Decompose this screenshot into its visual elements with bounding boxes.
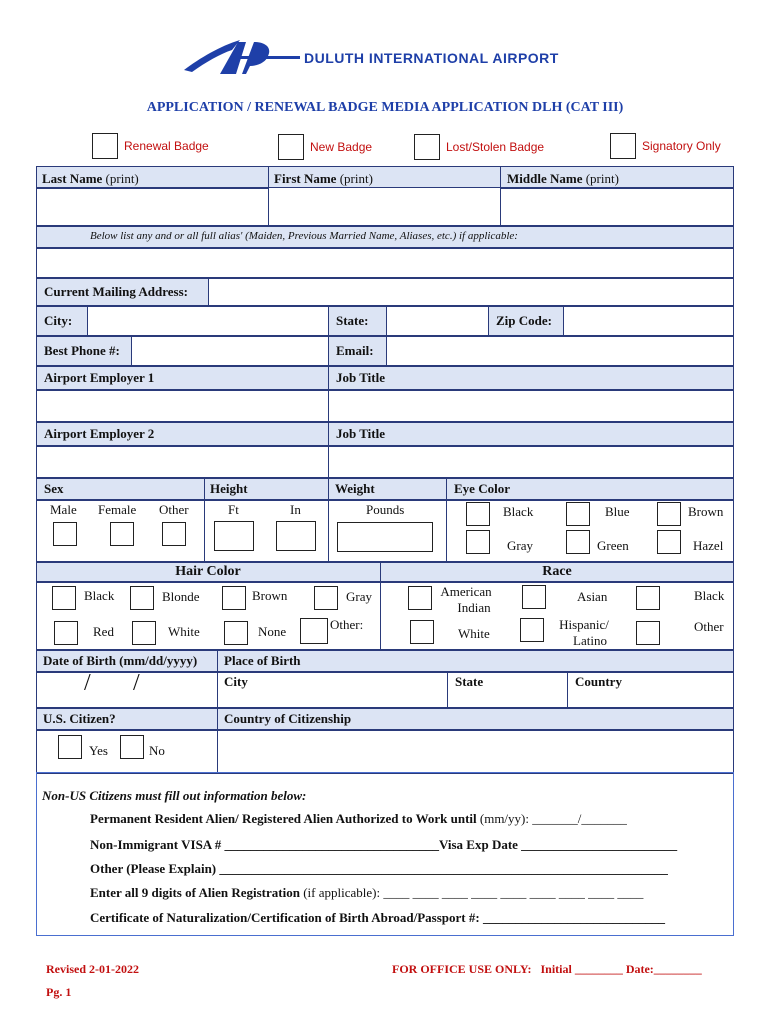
dob-field[interactable] bbox=[36, 672, 218, 708]
alien-registration-line[interactable]: Enter all 9 digits of Alien Registration (if applicable): ____ ____ ____ ____ ____ ____ ____ ____ ____ bbox=[90, 885, 644, 900]
dob-label: Date of Birth (mm/dd/yyyy) bbox=[43, 653, 198, 668]
alien-work-line: Permanent Resident Alien/ Registered Alien Authorized to Work until (mm/yy): _______/_______ bbox=[90, 811, 627, 826]
sex-male-label: Male bbox=[50, 502, 77, 517]
eye-brown-label: Brown bbox=[688, 504, 724, 519]
lost-badge-label: Lost/Stolen Badge bbox=[446, 140, 545, 154]
visa-line[interactable]: Non-Immigrant VISA # _________________________________Visa Exp Date ________________________ bbox=[90, 837, 678, 852]
birth-country-label: Country bbox=[575, 674, 622, 689]
sex-female-label: Female bbox=[98, 502, 137, 517]
city-field[interactable] bbox=[87, 306, 329, 336]
zip-label: Zip Code: bbox=[496, 313, 552, 328]
race-other-checkbox[interactable] bbox=[636, 621, 660, 645]
race-other-label: Other bbox=[694, 619, 724, 634]
height-in-label: In bbox=[290, 502, 301, 517]
hair-white-label: White bbox=[168, 624, 200, 639]
mailing-address-label: Current Mailing Address: bbox=[44, 284, 188, 299]
dob-slash-2: / bbox=[133, 670, 140, 696]
height-ft-label: Ft bbox=[228, 502, 239, 517]
eye-green-label: Green bbox=[597, 538, 629, 553]
new-badge-label: New Badge bbox=[310, 140, 373, 154]
birth-state-label: State bbox=[455, 674, 484, 689]
hair-other-label: Other: bbox=[330, 617, 364, 632]
birth-city-field[interactable] bbox=[217, 672, 448, 708]
last-name-field[interactable] bbox=[36, 188, 269, 226]
weight-label: Weight bbox=[335, 481, 375, 496]
birth-city-label: City bbox=[224, 674, 248, 689]
race-hispanic-checkbox[interactable] bbox=[520, 618, 544, 642]
race-american-label: American bbox=[440, 584, 492, 599]
signatory-label: Signatory Only bbox=[642, 139, 721, 153]
citizen-no-checkbox[interactable] bbox=[120, 735, 144, 759]
eye-black-checkbox[interactable] bbox=[466, 502, 490, 526]
email-field[interactable] bbox=[386, 336, 734, 366]
eye-hazel-label: Hazel bbox=[693, 538, 724, 553]
weight-pounds-label: Pounds bbox=[366, 502, 405, 517]
race-american-indian-checkbox[interactable] bbox=[408, 586, 432, 610]
naturalization-line[interactable]: Certificate of Naturalization/Certification of Birth Abroad/Passport #: ____________________________ bbox=[90, 910, 665, 925]
new-badge-checkbox[interactable] bbox=[278, 134, 304, 160]
sex-male-checkbox[interactable] bbox=[53, 522, 77, 546]
hair-none-checkbox[interactable] bbox=[224, 621, 248, 645]
page-number: Pg. 1 bbox=[46, 985, 72, 999]
hair-gray-label: Gray bbox=[346, 589, 372, 604]
first-name-label: First Name (print) bbox=[274, 171, 373, 186]
race-black-checkbox[interactable] bbox=[636, 586, 660, 610]
race-latino-label: Latino bbox=[573, 633, 607, 648]
city-label: City: bbox=[44, 313, 73, 328]
race-black-label: Black bbox=[694, 588, 725, 603]
sex-female-checkbox[interactable] bbox=[110, 522, 134, 546]
eye-blue-checkbox[interactable] bbox=[566, 502, 590, 526]
physical-header bbox=[36, 478, 734, 500]
hair-white-checkbox[interactable] bbox=[132, 621, 156, 645]
hair-blonde-checkbox[interactable] bbox=[130, 586, 154, 610]
country-citizenship-field[interactable] bbox=[217, 730, 734, 774]
eye-green-checkbox[interactable] bbox=[566, 530, 590, 554]
hair-color-label: Hair Color bbox=[175, 564, 241, 579]
hair-black-checkbox[interactable] bbox=[52, 586, 76, 610]
hair-blonde-label: Blonde bbox=[162, 589, 200, 604]
renewal-badge-checkbox[interactable] bbox=[92, 133, 118, 159]
mailing-address-field[interactable] bbox=[208, 278, 734, 306]
eye-hazel-checkbox[interactable] bbox=[657, 530, 681, 554]
hair-other-checkbox[interactable] bbox=[300, 618, 328, 644]
hair-red-checkbox[interactable] bbox=[54, 621, 78, 645]
eye-black-label: Black bbox=[503, 504, 534, 519]
race-indian-label: Indian bbox=[457, 600, 491, 615]
race-asian-label: Asian bbox=[577, 589, 608, 604]
alias-field[interactable] bbox=[36, 248, 734, 278]
email-label: Email: bbox=[336, 343, 374, 358]
hair-gray-checkbox[interactable] bbox=[314, 586, 338, 610]
state-label: State: bbox=[336, 313, 369, 328]
dob-slash-1: / bbox=[84, 670, 91, 696]
race-hispanic-label: Hispanic/ bbox=[559, 617, 609, 632]
sex-other-checkbox[interactable] bbox=[162, 522, 186, 546]
phone-label: Best Phone #: bbox=[44, 343, 120, 358]
citizen-no-label: No bbox=[149, 743, 165, 758]
office-use-only: FOR OFFICE USE ONLY: Initial ________ Date:________ bbox=[392, 962, 702, 976]
middle-name-field[interactable] bbox=[500, 188, 734, 226]
eye-color-label: Eye Color bbox=[454, 481, 510, 496]
employer2-label: Airport Employer 2 bbox=[44, 426, 155, 441]
zip-field[interactable] bbox=[563, 306, 734, 336]
revised-date: Revised 2-01-2022 bbox=[46, 962, 139, 976]
employer2-field[interactable] bbox=[36, 446, 329, 478]
hair-red-label: Red bbox=[93, 624, 114, 639]
job-title2-label: Job Title bbox=[336, 426, 386, 441]
last-name-label: Last Name (print) bbox=[42, 171, 139, 186]
race-label: Race bbox=[542, 564, 572, 579]
eye-gray-checkbox[interactable] bbox=[466, 530, 490, 554]
job-title2-field[interactable] bbox=[328, 446, 734, 478]
hair-brown-checkbox[interactable] bbox=[222, 586, 246, 610]
renewal-badge-label: Renewal Badge bbox=[124, 139, 209, 153]
race-white-label: White bbox=[458, 626, 490, 641]
us-citizen-label: U.S. Citizen? bbox=[43, 711, 116, 726]
airport-logo bbox=[180, 36, 300, 78]
eye-blue-label: Blue bbox=[605, 504, 630, 519]
state-field[interactable] bbox=[386, 306, 489, 336]
height-in-input[interactable] bbox=[276, 521, 316, 551]
phone-field[interactable] bbox=[131, 336, 329, 366]
hair-brown-label: Brown bbox=[252, 588, 288, 603]
signatory-checkbox[interactable] bbox=[610, 133, 636, 159]
middle-name-label: Middle Name (print) bbox=[507, 171, 619, 186]
sex-other-label: Other bbox=[159, 502, 189, 517]
eye-brown-checkbox[interactable] bbox=[657, 502, 681, 526]
employer1-field[interactable] bbox=[36, 390, 329, 422]
other-explain-line[interactable]: Other (Please Explain) _____________________________________________________________________ bbox=[90, 861, 668, 876]
job-title1-field[interactable] bbox=[328, 390, 734, 422]
country-citizenship-label: Country of Citizenship bbox=[224, 711, 352, 726]
citizen-yes-label: Yes bbox=[89, 743, 108, 758]
sex-label: Sex bbox=[44, 481, 64, 496]
hair-none-label: None bbox=[258, 624, 287, 639]
hair-black-label: Black bbox=[84, 588, 115, 603]
height-ft-input[interactable] bbox=[214, 521, 254, 551]
place-of-birth-label: Place of Birth bbox=[224, 653, 301, 668]
job-title1-label: Job Title bbox=[336, 370, 386, 385]
race-white-checkbox[interactable] bbox=[410, 620, 434, 644]
weight-input[interactable] bbox=[337, 522, 433, 552]
employer1-label: Airport Employer 1 bbox=[44, 370, 155, 385]
form-title: APPLICATION / RENEWAL BADGE MEDIA APPLICATION DLH (CAT III) bbox=[146, 100, 624, 115]
height-label: Height bbox=[210, 481, 248, 496]
lost-badge-checkbox[interactable] bbox=[414, 134, 440, 160]
airport-name: DULUTH INTERNATIONAL AIRPORT bbox=[304, 50, 559, 66]
alias-note: Below list any and or all full alias' (Maiden, Previous Married Name, Aliases, etc.) if applicable: bbox=[90, 230, 518, 242]
race-asian-checkbox[interactable] bbox=[522, 585, 546, 609]
non-us-heading: Non-US Citizens must fill out information below: bbox=[42, 788, 307, 803]
citizen-yes-checkbox[interactable] bbox=[58, 735, 82, 759]
eye-gray-label: Gray bbox=[507, 538, 533, 553]
